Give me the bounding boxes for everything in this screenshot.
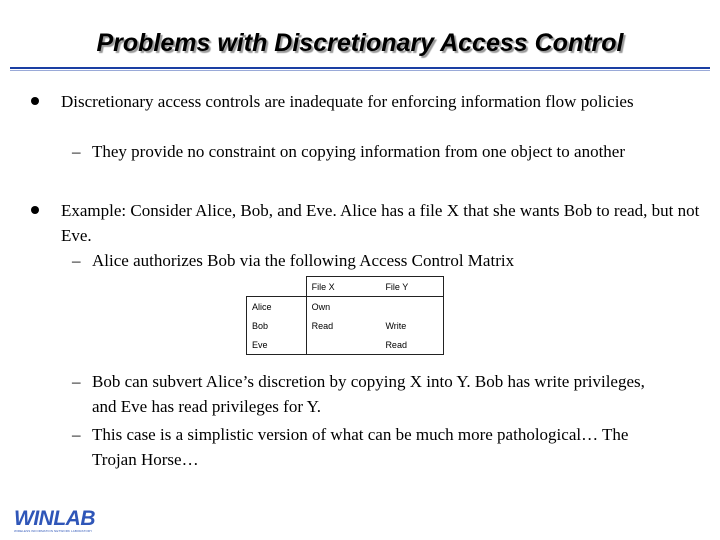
matrix-header-cell: File X [306, 277, 380, 297]
matrix-corner-cell [247, 277, 307, 297]
title-underline [10, 67, 710, 69]
sub-bullet-dash: – [72, 425, 81, 444]
sub-bullet-dash: – [72, 142, 81, 161]
matrix-row [247, 297, 444, 317]
title-underline-shadow [10, 70, 710, 71]
matrix-cell: Read [306, 316, 380, 335]
bullet-icon [31, 206, 39, 214]
bullet-text: Discretionary access controls are inadequate for enforcing information flow policies [61, 92, 634, 111]
access-control-matrix [246, 276, 444, 355]
logo-wordmark: WINLAB [14, 507, 95, 530]
matrix-cell: Own [306, 297, 380, 317]
sub-bullet-dash: – [72, 372, 81, 391]
matrix-header-cell: File Y [380, 277, 443, 297]
bullet-text: Example: Consider Alice, Bob, and Eve. Alice has a file X that she wants Bob to read, but not Eve. [61, 201, 700, 245]
sub-bullet-text: This case is a simplistic version of what can be much more pathological… The Trojan Horse… [92, 425, 629, 469]
matrix-cell [380, 297, 443, 317]
winlab-logo [14, 508, 118, 536]
matrix-row [247, 335, 444, 355]
bullet-icon [31, 97, 39, 105]
sub-bullet-text: They provide no constraint on copying information from one object to another [92, 142, 626, 161]
logo-subtitle: WIRELESS INFORMATION NETWORK LABORATORY [14, 529, 93, 533]
sub-bullet-dash: – [72, 251, 81, 270]
matrix-header-row [247, 277, 444, 297]
matrix-row-label: Alice [247, 297, 307, 317]
matrix-row [247, 316, 444, 335]
matrix-cell: Read [380, 335, 443, 355]
matrix-cell [306, 335, 380, 355]
matrix-row-label: Eve [247, 335, 307, 355]
sub-bullet-text: Bob can subvert Alice’s discretion by copying X into Y. Bob has write privileges, and Eve has read privileges for Y. [92, 372, 645, 416]
matrix-cell: Write [380, 316, 443, 335]
sub-bullet-text: Alice authorizes Bob via the following Access Control Matrix [92, 251, 515, 270]
slide-title: Problems with Discretionary Access Control [96, 29, 624, 57]
matrix-row-label: Bob [247, 316, 307, 335]
